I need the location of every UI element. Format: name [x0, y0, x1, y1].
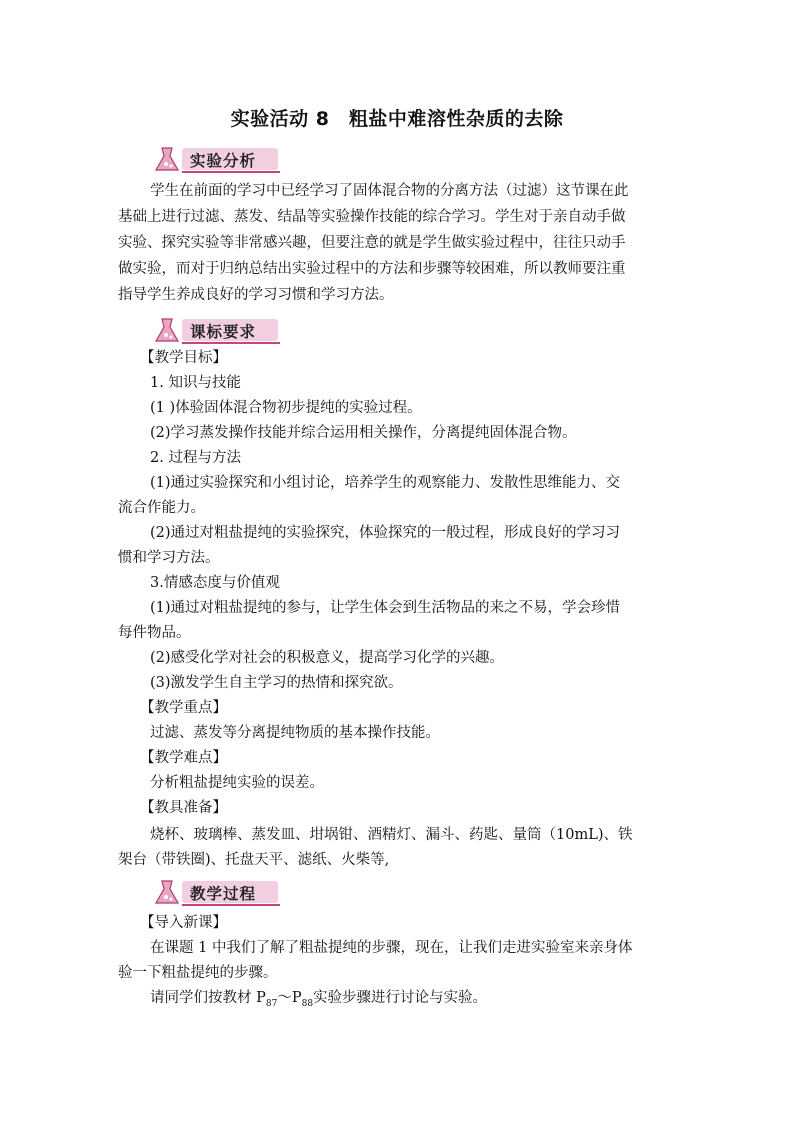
text-line: 2. 过程与方法: [150, 450, 241, 466]
divider: [182, 171, 280, 173]
page-subscript: 87: [265, 998, 278, 1009]
text-line: 验一下粗盐提纯的步骤。: [118, 965, 278, 981]
section-title: 教学过程: [190, 885, 257, 903]
divider: [182, 342, 280, 344]
divider: [182, 904, 280, 906]
subheading: 【教学重点】: [140, 700, 227, 716]
text-line: 3.情感态度与价值观: [150, 575, 280, 591]
text-fragment: ～P: [277, 990, 302, 1006]
text-line: 流合作能力。: [118, 500, 205, 516]
text-fragment: 请同学们按教材 P: [150, 990, 266, 1006]
text-line: (1)通过实验探究和小组讨论，培养学生的观察能力、发散性思维能力、交: [150, 475, 621, 491]
text-line: (3)激发学生自主学习的热情和探究欲。: [150, 675, 403, 691]
section-banner-standards: [152, 313, 282, 347]
text-line: (1)通过对粗盐提纯的参与，让学生体会到生活物品的来之不易，学会珍惜: [150, 600, 621, 616]
subheading: 【导入新课】: [140, 915, 227, 931]
text-line: (2)感受化学对社会的积极意义，提高学习化学的兴趣。: [150, 650, 505, 666]
page-title: 实验活动 8 粗盐中难溶性杂质的去除: [230, 108, 564, 130]
text-line: 过滤、蒸发等分离提纯物质的基本操作技能。: [150, 725, 440, 741]
page-subscript: 88: [301, 998, 314, 1009]
text-line: 在课题 1 中我们了解了粗盐提纯的步骤，现在，让我们走进实验室来亲身体: [150, 940, 633, 956]
text-line: 烧杯、玻璃棒、蒸发皿、坩埚钳、酒精灯、漏斗、药匙、量筒（10mL)、铁: [150, 827, 633, 843]
section-title: 课标要求: [190, 323, 257, 341]
text-line: 惯和学习方法。: [118, 550, 220, 566]
text-line: (2)通过对粗盐提纯的实验探究，体验探究的一般过程，形成良好的学习习: [150, 525, 621, 541]
text-line: 指导学生养成良好的学习习惯和学习方法。: [118, 287, 394, 303]
text-line: 1. 知识与技能: [150, 375, 241, 391]
section-title: 实验分析: [190, 152, 257, 170]
text-line: 做实验，而对于归纳总结出实验过程中的方法和步骤等较困难，所以教师要注重: [118, 261, 626, 277]
text-line: 基础上进行过滤、蒸发、结晶等实验操作技能的综合学习。学生对于亲自动手做: [118, 209, 626, 225]
subheading: 【教具准备】: [140, 800, 227, 816]
text-line: [150, 988, 487, 1014]
subheading: 【教学目标】: [140, 350, 227, 366]
text-line: (2)学习蒸发操作技能并综合运用相关操作，分离提纯固体混合物。: [150, 425, 577, 441]
text-line: (1 )体验固体混合物初步提纯的实验过程。: [150, 400, 422, 416]
section-banner-analysis: [152, 142, 282, 176]
text-fragment: 实验步骤进行讨论与实验。: [313, 990, 488, 1006]
text-line: 实验、探究实验等非常感兴趣，但要注意的就是学生做实验过程中，往往只动手: [118, 235, 626, 251]
text-line: 每件物品。: [118, 625, 191, 641]
text-line: 学生在前面的学习中已经学习了固体混合物的分离方法（过滤）这节课在此: [150, 183, 629, 199]
text-line: 分析粗盐提纯实验的误差。: [150, 775, 324, 791]
text-line: 架台（带铁圈)、托盘天平、滤纸、火柴等,: [118, 852, 390, 868]
section-banner-process: [152, 875, 282, 909]
subheading: 【教学难点】: [140, 750, 227, 766]
